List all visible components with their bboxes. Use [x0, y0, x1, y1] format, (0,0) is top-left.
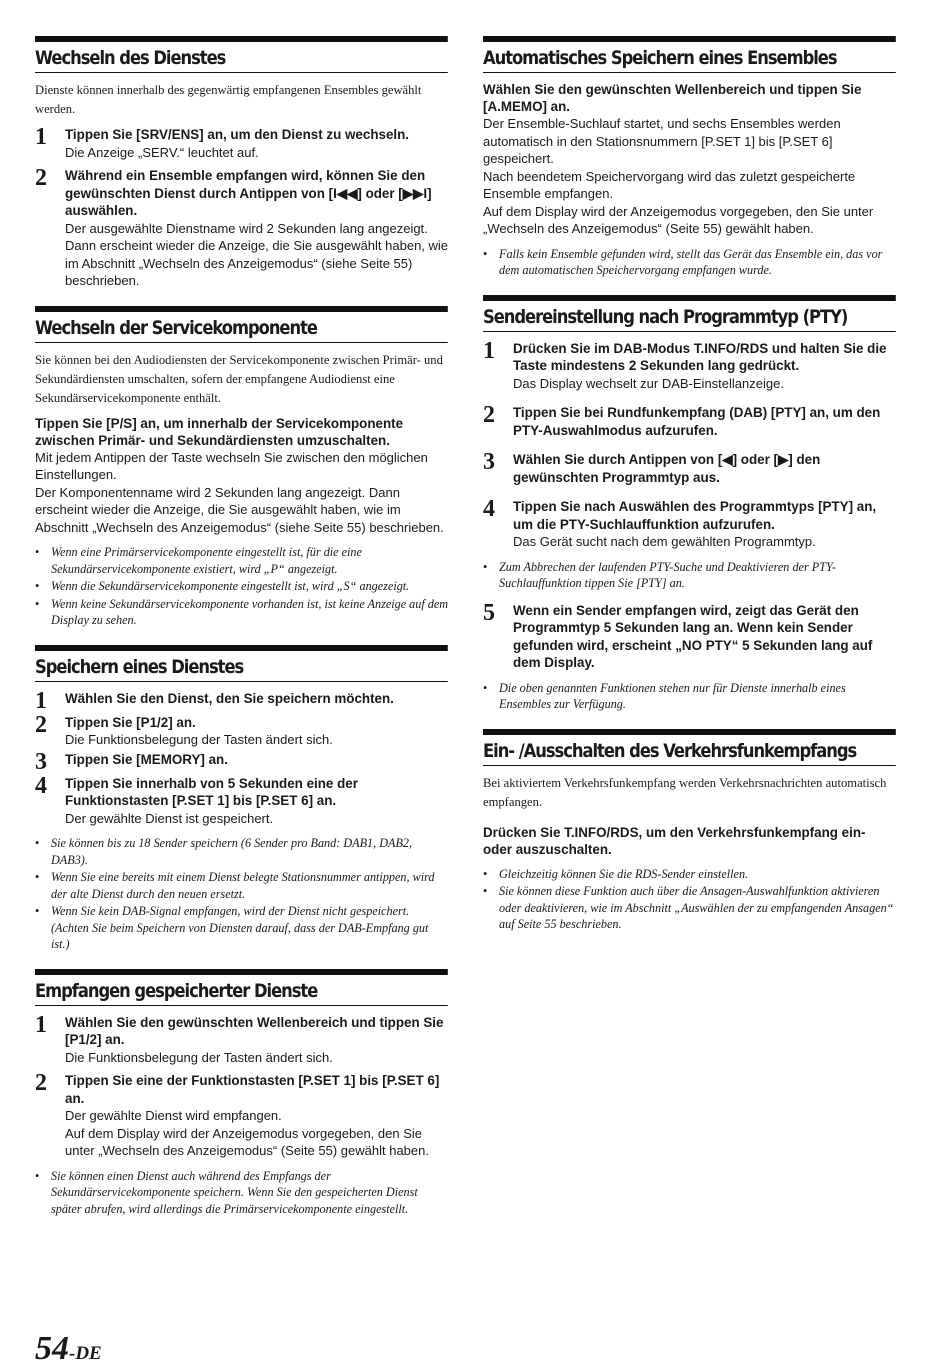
section-pty: [483, 295, 897, 713]
step-item: [483, 337, 897, 393]
step-description: Das Display wechselt zur DAB-Einstellanzeige.: [513, 375, 784, 391]
step-number: 1: [35, 1011, 47, 1038]
body-text: Nach beendetem Speichervorgang wird das zuletzt gespeicherte Ensemble empfangen.: [483, 168, 856, 201]
step-item: [35, 1011, 449, 1067]
step-item: [35, 167, 449, 290]
notes-list: [35, 544, 449, 629]
step-number: 1: [35, 124, 47, 150]
step-item: [483, 599, 897, 672]
step-title: Tippen Sie innerhalb von 5 Sekunden eine der Funktionstasten [P.SET 1] bis [P.SET 6] an.: [65, 775, 358, 808]
step-number: 1: [35, 687, 47, 714]
step-title: Während ein Ensemble empfangen wird, können Sie den gewünschten Dienst durch Antippen von [I◀◀] oder [▶▶I] auswählen.: [65, 168, 432, 218]
left-column: [35, 36, 449, 1233]
step-number: 2: [35, 165, 47, 191]
step-title: Wenn ein Sender empfangen wird, zeigt das Gerät den Programmtyp 5 Sekunden lang an. Wenn kein Sender gefunden wird, erscheint „NO PTY“ 5 Sekunden lang auf dem Display.: [513, 602, 873, 670]
page-number: [35, 1330, 102, 1368]
section-title: Automatisches Speichern eines Ensembles: [483, 36, 896, 73]
notes-list: [483, 246, 897, 279]
note-item: • Gleichzeitig können Sie die RDS-Sender einstellen.: [483, 866, 897, 883]
step-number: 5: [483, 599, 495, 626]
step-number: 4: [35, 772, 47, 799]
step-title: Tippen Sie [SRV/ENS] an, um den Dienst zu wechseln.: [65, 127, 410, 142]
step-description: Die Funktionsbelegung der Tasten ändert sich.: [65, 732, 333, 747]
note-item: • Sie können diese Funktion auch über die Ansagen-Auswahlfunktion aktivieren oder deaktivieren, wie im Abschnitt „Auswählen der zu empfangenden Ansagen“ auf Seite 55 beschrieben.: [483, 883, 897, 933]
step-title: Tippen Sie nach Auswählen des Programmtyps [PTY] an, um die PTY-Suchlauffunktion aufzurufen.: [513, 499, 877, 532]
section-title: Sendereinstellung nach Programmtyp (PTY): [483, 295, 896, 332]
step-item: [35, 1072, 449, 1160]
notes-list: [483, 680, 897, 713]
step-item: [483, 498, 897, 551]
step-number: 3: [483, 449, 495, 475]
section-title: Wechseln der Servicekomponente: [35, 306, 448, 343]
step-title: Drücken Sie im DAB-Modus T.INFO/RDS und halten Sie die Taste mindestens 2 Sekunden lang gedrückt.: [513, 340, 887, 373]
step-title: Wählen Sie den Dienst, den Sie speichern möchten.: [65, 690, 394, 706]
step-item: [35, 711, 449, 749]
notes-list: [35, 1168, 449, 1218]
page-number-value: 54: [35, 1330, 69, 1367]
section-title: Wechseln des Dienstes: [35, 36, 448, 73]
notes-list: [483, 559, 897, 592]
step-item: [35, 748, 449, 775]
note-item: • Zum Abbrechen der laufenden PTY-Suche und Deaktivieren der PTY-Suchlauffunktion tippen Sie [PTY] an.: [483, 559, 897, 592]
step-item: [483, 404, 897, 439]
note-item: • Wenn Sie eine bereits mit einem Dienst belegte Stationsnummer antippen, wird der alte Dienst durch den neuen ersetzt.: [35, 869, 449, 902]
section-automatisches-speichern: [483, 36, 897, 279]
note-item: • Die oben genannten Funktionen stehen nur für Dienste innerhalb eines Ensembles zur Verfügung.: [483, 680, 897, 713]
step-item: [35, 126, 449, 161]
section-wechseln-des-dienstes: [35, 36, 449, 290]
section-title: Ein- /Ausschalten des Verkehrsfunkempfangs: [483, 729, 896, 766]
section-intro: Sie können bei den Audiodiensten der Servicekomponente zwischen Primär- und Sekundärdiensten umschalten, sofern der empfangene Audiodienst eine Sekundärservicekomponente enthält.: [35, 352, 443, 405]
step-number: 4: [483, 496, 495, 522]
body-text: Mit jedem Antippen der Taste wechseln Sie zwischen den möglichen Einstellungen.: [35, 449, 428, 482]
step-description: Der gewählte Dienst wird empfangen.: [65, 1108, 282, 1123]
step-title: Tippen Sie eine der Funktionstasten [P.SET 1] bis [P.SET 6] an.: [65, 1073, 440, 1106]
section-intro: Bei aktiviertem Verkehrsfunkempfang werden Verkehrsnachrichten automatisch empfangen.: [483, 775, 887, 809]
step-number: 1: [483, 337, 495, 364]
section-title: Empfangen gespeicherter Dienste: [35, 969, 448, 1006]
step-number: 2: [35, 1070, 47, 1096]
note-item: • Wenn Sie kein DAB-Signal empfangen, wird der Dienst nicht gespeichert. (Achten Sie beim Speichern von Diensten darauf, dass der DAB-Empfang gut ist.): [35, 903, 449, 953]
step-title: Wählen Sie durch Antippen von [◀] oder [▶] den gewünschten Programmtyp aus.: [513, 452, 821, 485]
note-item: • Wenn eine Primärservicekomponente eingestellt ist, für die eine Sekundärservicekomponente existiert, wird „P“ angezeigt.: [35, 544, 449, 577]
step-description: Der gewählte Dienst ist gespeichert.: [65, 810, 274, 826]
note-item: • Falls kein Ensemble gefunden wird, stellt das Gerät das Ensemble ein, das vor dem automatischen Speichervorgang empfangen wurde.: [483, 246, 897, 279]
step-title: Tippen Sie bei Rundfunkempfang (DAB) [PTY] an, um den PTY-Auswahlmodus aufzurufen.: [513, 405, 881, 438]
step-number: 3: [35, 748, 47, 775]
note-item: • Wenn keine Sekundärservicekomponente vorhanden ist, ist keine Anzeige auf dem Display zu sehen.: [35, 596, 449, 629]
note-item: • Sie können bis zu 18 Sender speichern (6 Sender pro Band: DAB1, DAB2, DAB3).: [35, 835, 449, 868]
instruction-lead: Drücken Sie T.INFO/RDS, um den Verkehrsfunkempfang ein- oder auszuschalten.: [483, 824, 866, 857]
body-text: Der Komponentenname wird 2 Sekunden lang angezeigt. Dann erscheint wieder die Anzeige, die Sie ausgewählt haben, wie im Abschnitt „Wechseln des Anzeigemodus“ (siehe Seite 55) beschrieben.: [35, 484, 444, 535]
right-column: [483, 36, 897, 949]
section-intro: Dienste können innerhalb des gegenwärtig empfangenen Ensembles gewählt werden.: [35, 83, 422, 116]
step-description: Auf dem Display wird der Anzeigemodus vorgegeben, den Sie unter „Wechseln des Anzeigemodus“ (Seite 55) gewählt haben.: [65, 1125, 429, 1158]
step-item: [35, 687, 449, 714]
body-text: Der Ensemble-Suchlauf startet, und sechs Ensembles werden automatisch in den Stationsnummern [P.SET 1] bis [P.SET 6] gespeichert.: [483, 116, 841, 166]
notes-list: [35, 835, 449, 953]
notes-list: [483, 866, 897, 933]
section-verkehrsfunk: [483, 729, 897, 933]
instruction-lead: Tippen Sie [P/S] an, um innerhalb der Servicekomponente zwischen Primär- und Sekundärdiensten umzuschalten.: [35, 415, 404, 448]
note-item: • Sie können einen Dienst auch während des Empfangs der Sekundärservicekomponente speichern. Wenn Sie den gespeicherten Dienst später abrufen, wird allerdings die Primärservicekomponente eingestellt.: [35, 1168, 449, 1218]
body-text: Auf dem Display wird der Anzeigemodus vorgegeben, den Sie unter „Wechseln des Anzeigemodus“ (Seite 55) gewählt haben.: [483, 203, 874, 236]
step-title: Tippen Sie [MEMORY] an.: [65, 751, 228, 767]
step-item: [35, 772, 449, 828]
step-description: Das Gerät sucht nach dem gewählten Programmtyp.: [513, 534, 816, 549]
step-number: 2: [483, 402, 495, 428]
step-title: Wählen Sie den gewünschten Wellenbereich und tippen Sie [P1/2] an.: [65, 1014, 444, 1047]
page-number-suffix: -DE: [69, 1343, 102, 1364]
step-description: Der ausgewählte Dienstname wird 2 Sekunden lang angezeigt. Dann erscheint wieder die Anzeige, die Sie ausgewählt haben, wie im Abschnitt „Wechseln des Anzeigemodus“ (siehe Seite 55) beschrieben.: [65, 220, 449, 288]
step-item: [483, 451, 897, 486]
note-item: • Wenn die Sekundärservicekomponente eingestellt ist, wird „S“ angezeigt.: [35, 578, 449, 595]
step-number: 2: [35, 711, 47, 738]
instruction-lead: Wählen Sie den gewünschten Wellenbereich und tippen Sie [A.MEMO] an.: [483, 82, 862, 114]
step-description: Die Funktionsbelegung der Tasten ändert sich.: [65, 1049, 333, 1065]
section-title: Speichern eines Dienstes: [35, 645, 448, 682]
section-speichern-dienst: [35, 645, 449, 953]
section-wechseln-servicekomponente: [35, 306, 449, 629]
step-description: Die Anzeige „SERV.“ leuchtet auf.: [65, 144, 259, 160]
step-title: Tippen Sie [P1/2] an.: [65, 714, 196, 730]
section-empfangen-gespeicherter-dienste: [35, 969, 449, 1218]
